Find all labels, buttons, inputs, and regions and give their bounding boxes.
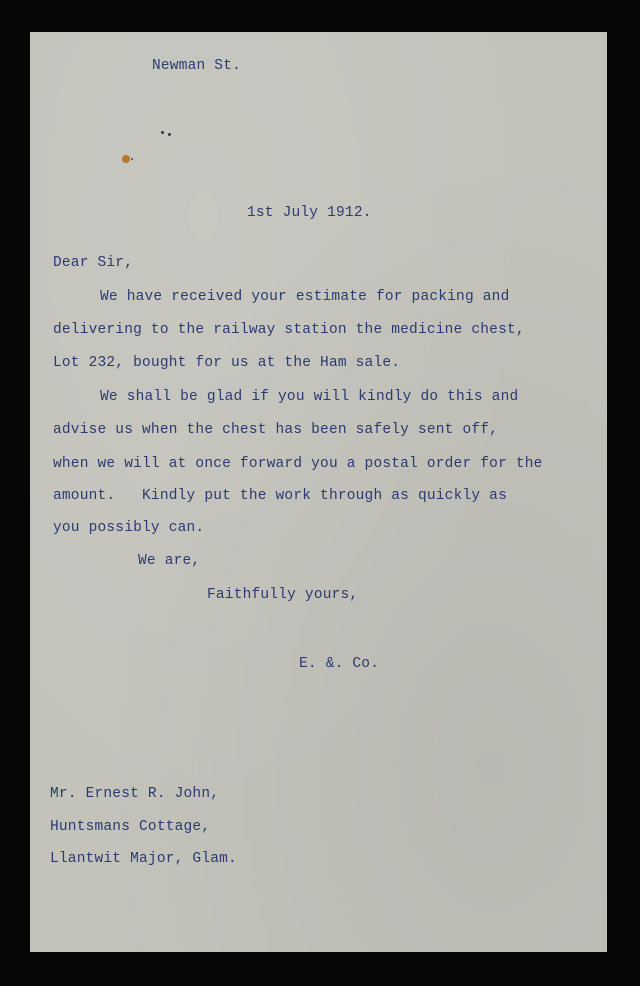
body-line: amount. Kindly put the work through as quickly as bbox=[53, 488, 507, 504]
body-line: when we will at once forward you a postal order for the bbox=[53, 456, 543, 472]
recipient-line: Huntsmans Cottage, bbox=[50, 819, 211, 835]
body-line: We have received your estimate for packing and bbox=[100, 289, 510, 305]
closing-we-are: We are, bbox=[138, 553, 201, 569]
letter-date: 1st July 1912. bbox=[247, 205, 372, 221]
body-line: advise us when the chest has been safely sent off, bbox=[53, 422, 499, 438]
rust-spot bbox=[122, 155, 130, 163]
body-line: We shall be glad if you will kindly do this and bbox=[100, 389, 519, 405]
recipient-line: Llantwit Major, Glam. bbox=[50, 851, 237, 867]
closing-faithfully: Faithfully yours, bbox=[207, 587, 359, 603]
ink-dot bbox=[168, 133, 171, 136]
body-line: Lot 232, bought for us at the Ham sale. bbox=[53, 355, 401, 371]
salutation: Dear Sir, bbox=[53, 255, 134, 271]
ink-dot bbox=[161, 131, 164, 134]
body-line: you possibly can. bbox=[53, 520, 205, 536]
sender-address: Newman St. bbox=[152, 58, 242, 74]
signature: E. &. Co. bbox=[299, 656, 380, 672]
letter-sheet bbox=[30, 32, 607, 952]
body-line: delivering to the railway station the medicine chest, bbox=[53, 322, 525, 338]
recipient-line: Mr. Ernest R. John, bbox=[50, 786, 220, 802]
ink-dot bbox=[131, 158, 133, 160]
